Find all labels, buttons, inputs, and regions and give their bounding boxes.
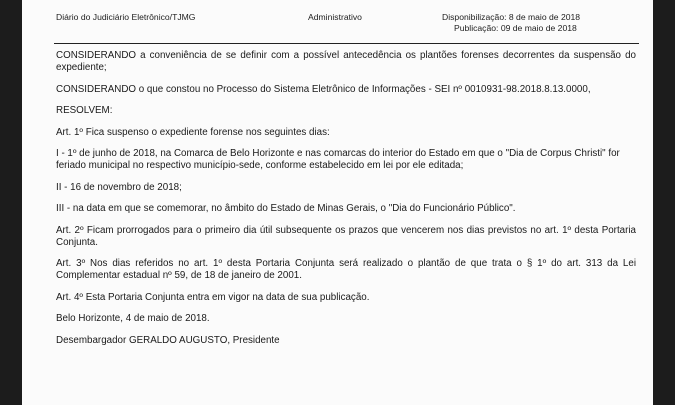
paragraph-art-3: Art. 3º Nos dias referidos no art. 1º desta Portaria Conjunta será realizado o plantão de que trata o § 1º do art. 313 da Lei Complementar estadual nº 59, de 18 de janeiro de 2001. bbox=[56, 258, 636, 281]
paragraph-considerando-2: CONSIDERANDO o que constou no Processo do Sistema Eletrônico de Informações - SEI nº 0010931-98.2018.8.13.0000, bbox=[56, 83, 591, 95]
publication-date: Publicação: 09 de maio de 2018 bbox=[454, 23, 577, 33]
paragraph-art-4: Art. 4º Esta Portaria Conjunta entra em vigor na data de sua publicação. bbox=[56, 291, 370, 303]
availability-date: Disponibilização: 8 de maio de 2018 bbox=[442, 12, 581, 22]
paragraph-item-ii: II - 16 de novembro de 2018; bbox=[56, 181, 182, 193]
section-name: Administrativo bbox=[308, 12, 362, 22]
paragraph-art-1: Art. 1º Fica suspenso o expediente forense nos seguintes dias: bbox=[56, 126, 330, 138]
publication-dates bbox=[442, 12, 580, 34]
paragraph-considerando-1: CONSIDERANDO a conveniência de se definir com a possível antecedência os plantões forenses decorrentes da suspensão do expediente; bbox=[56, 50, 636, 73]
paragraph-art-2: Art. 2º Ficam prorrogados para o primeiro dia útil subsequente os prazos que vencerem nos dias previstos no art. 1º desta Portaria Conjunta. bbox=[56, 224, 636, 248]
header-divider bbox=[54, 43, 639, 44]
document-body bbox=[56, 50, 636, 356]
journal-name: Diário do Judiciário Eletrônico/TJMG bbox=[56, 12, 196, 22]
paragraph-item-i: I - 1º de junho de 2018, na Comarca de Belo Horizonte e nas comarcas do interior do Estado em que o "Dia de Corpus Christi" for feriado municipal no respectivo município-sede, conforme estabelecido em lei por ele editada; bbox=[56, 148, 620, 171]
paragraph-item-iii: III - na data em que se comemorar, no âmbito do Estado de Minas Gerais, o "Dia do Funcionário Público". bbox=[56, 203, 516, 214]
paragraph-signature: Desembargador GERALDO AUGUSTO, Presidente bbox=[56, 334, 280, 346]
paragraph-place-date: Belo Horizonte, 4 de maio de 2018. bbox=[56, 313, 210, 324]
paragraph-resolvem: RESOLVEM: bbox=[56, 105, 113, 116]
document-page bbox=[22, 0, 653, 405]
